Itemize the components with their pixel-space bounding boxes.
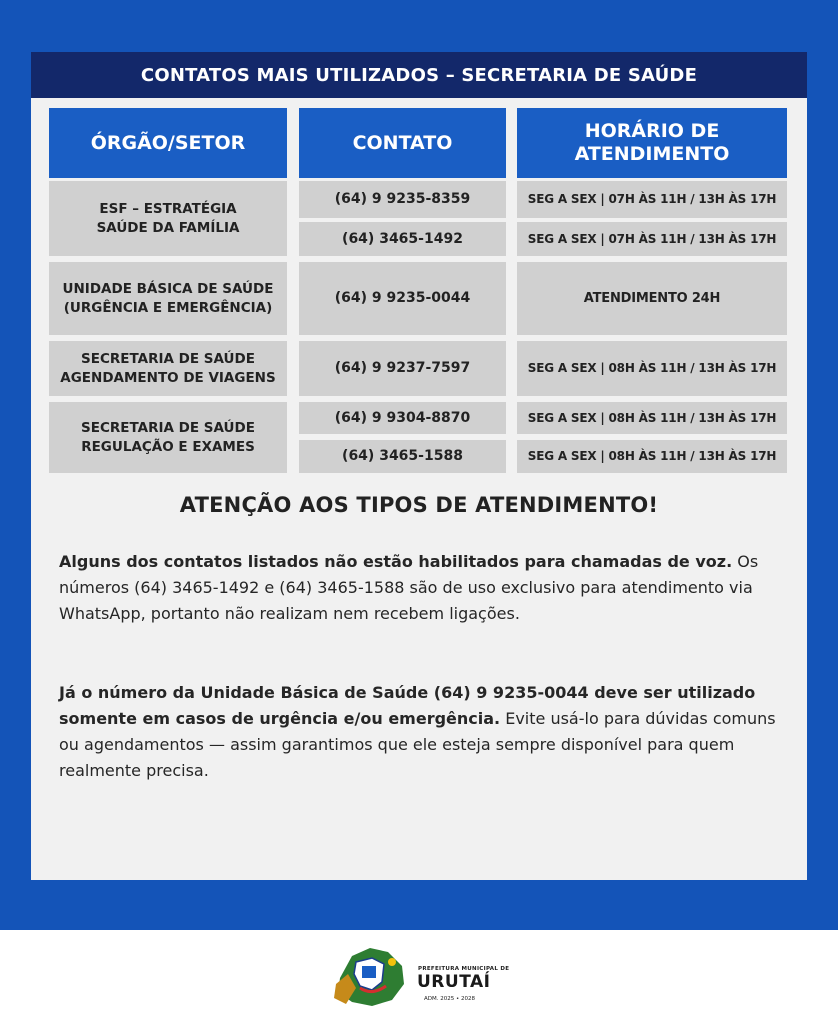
org-line: UNIDADE BÁSICA DE SAÚDE: [62, 281, 274, 298]
phone-number: (64) 3465-1492: [299, 222, 506, 256]
phone-number: (64) 9 9304-8870: [299, 402, 506, 434]
logo-city-name: URUTAÍ: [417, 972, 491, 992]
paragraph-text: Evite usá-lo para dúvidas comuns ou agendamentos — assim garantimos que ele esteja sempre disponível para quem realmente precisa.: [59, 709, 776, 780]
hours-value: SEG A SEX | 07H ÀS 11H / 13H ÀS 17H: [517, 222, 787, 256]
phone-number: (64) 9 9237-7597: [299, 341, 506, 396]
attention-heading: ATENÇÃO AOS TIPOS DE ATENDIMENTO!: [179, 493, 659, 517]
phone-number: (64) 9 9235-0044: [299, 262, 506, 335]
paragraph-bold: Alguns dos contatos listados não estão habilitados para chamadas de voz.: [59, 552, 733, 571]
header-hours-line2: ATENDIMENTO: [574, 143, 730, 165]
paragraph-ubs: [59, 680, 779, 784]
org-line: (URGÊNCIA E EMERGÊNCIA): [63, 299, 273, 316]
header-hours-line1: HORÁRIO DE: [584, 120, 720, 143]
table-row-org: [49, 402, 287, 473]
org-line: ESF – ESTRATÉGIA: [99, 201, 237, 218]
header-contact: CONTATO: [299, 108, 506, 178]
page-title: CONTATOS MAIS UTILIZADOS – SECRETARIA DE SAÚDE: [31, 52, 807, 98]
hours-value: SEG A SEX | 08H ÀS 11H / 13H ÀS 17H: [517, 440, 787, 473]
table-row-org: [49, 181, 287, 256]
table-row-org: [49, 341, 287, 396]
org-line: REGULAÇÃO E EXAMES: [81, 438, 255, 455]
header-org: ÓRGÃO/SETOR: [49, 108, 287, 178]
logo-prefeitura: PREFEITURA MUNICIPAL DE: [418, 966, 510, 972]
city-emblem-icon: [332, 938, 412, 1010]
org-line: SECRETARIA DE SAÚDE: [81, 351, 255, 368]
org-line: SECRETARIA DE SAÚDE: [81, 420, 255, 437]
hours-value: SEG A SEX | 08H ÀS 11H / 13H ÀS 17H: [517, 341, 787, 396]
logo-adm: ADM. 2025 • 2028: [424, 996, 475, 1002]
phone-number: (64) 9 9235-8359: [299, 181, 506, 218]
org-line: AGENDAMENTO DE VIAGENS: [60, 369, 276, 386]
phone-number: (64) 3465-1588: [299, 440, 506, 473]
header-hours: [517, 108, 787, 178]
paragraph-bold: Já o número da Unidade Básica de Saúde (64) 9 9235-0044 deve ser utilizado somente em casos de urgência e/ou emergência.: [59, 683, 756, 728]
hours-value: ATENDIMENTO 24H: [517, 262, 787, 335]
table-row-org: [49, 262, 287, 335]
hours-value: SEG A SEX | 07H ÀS 11H / 13H ÀS 17H: [517, 181, 787, 218]
paragraph-voice: [59, 549, 779, 627]
paragraph-text: Os números (64) 3465-1492 e (64) 3465-1588 são de uso exclusivo para atendimento via WhatsApp, portanto não realizam nem recebem ligações.: [59, 552, 759, 623]
hours-value: SEG A SEX | 08H ÀS 11H / 13H ÀS 17H: [517, 402, 787, 434]
org-line: SAÚDE DA FAMÍLIA: [96, 219, 240, 236]
